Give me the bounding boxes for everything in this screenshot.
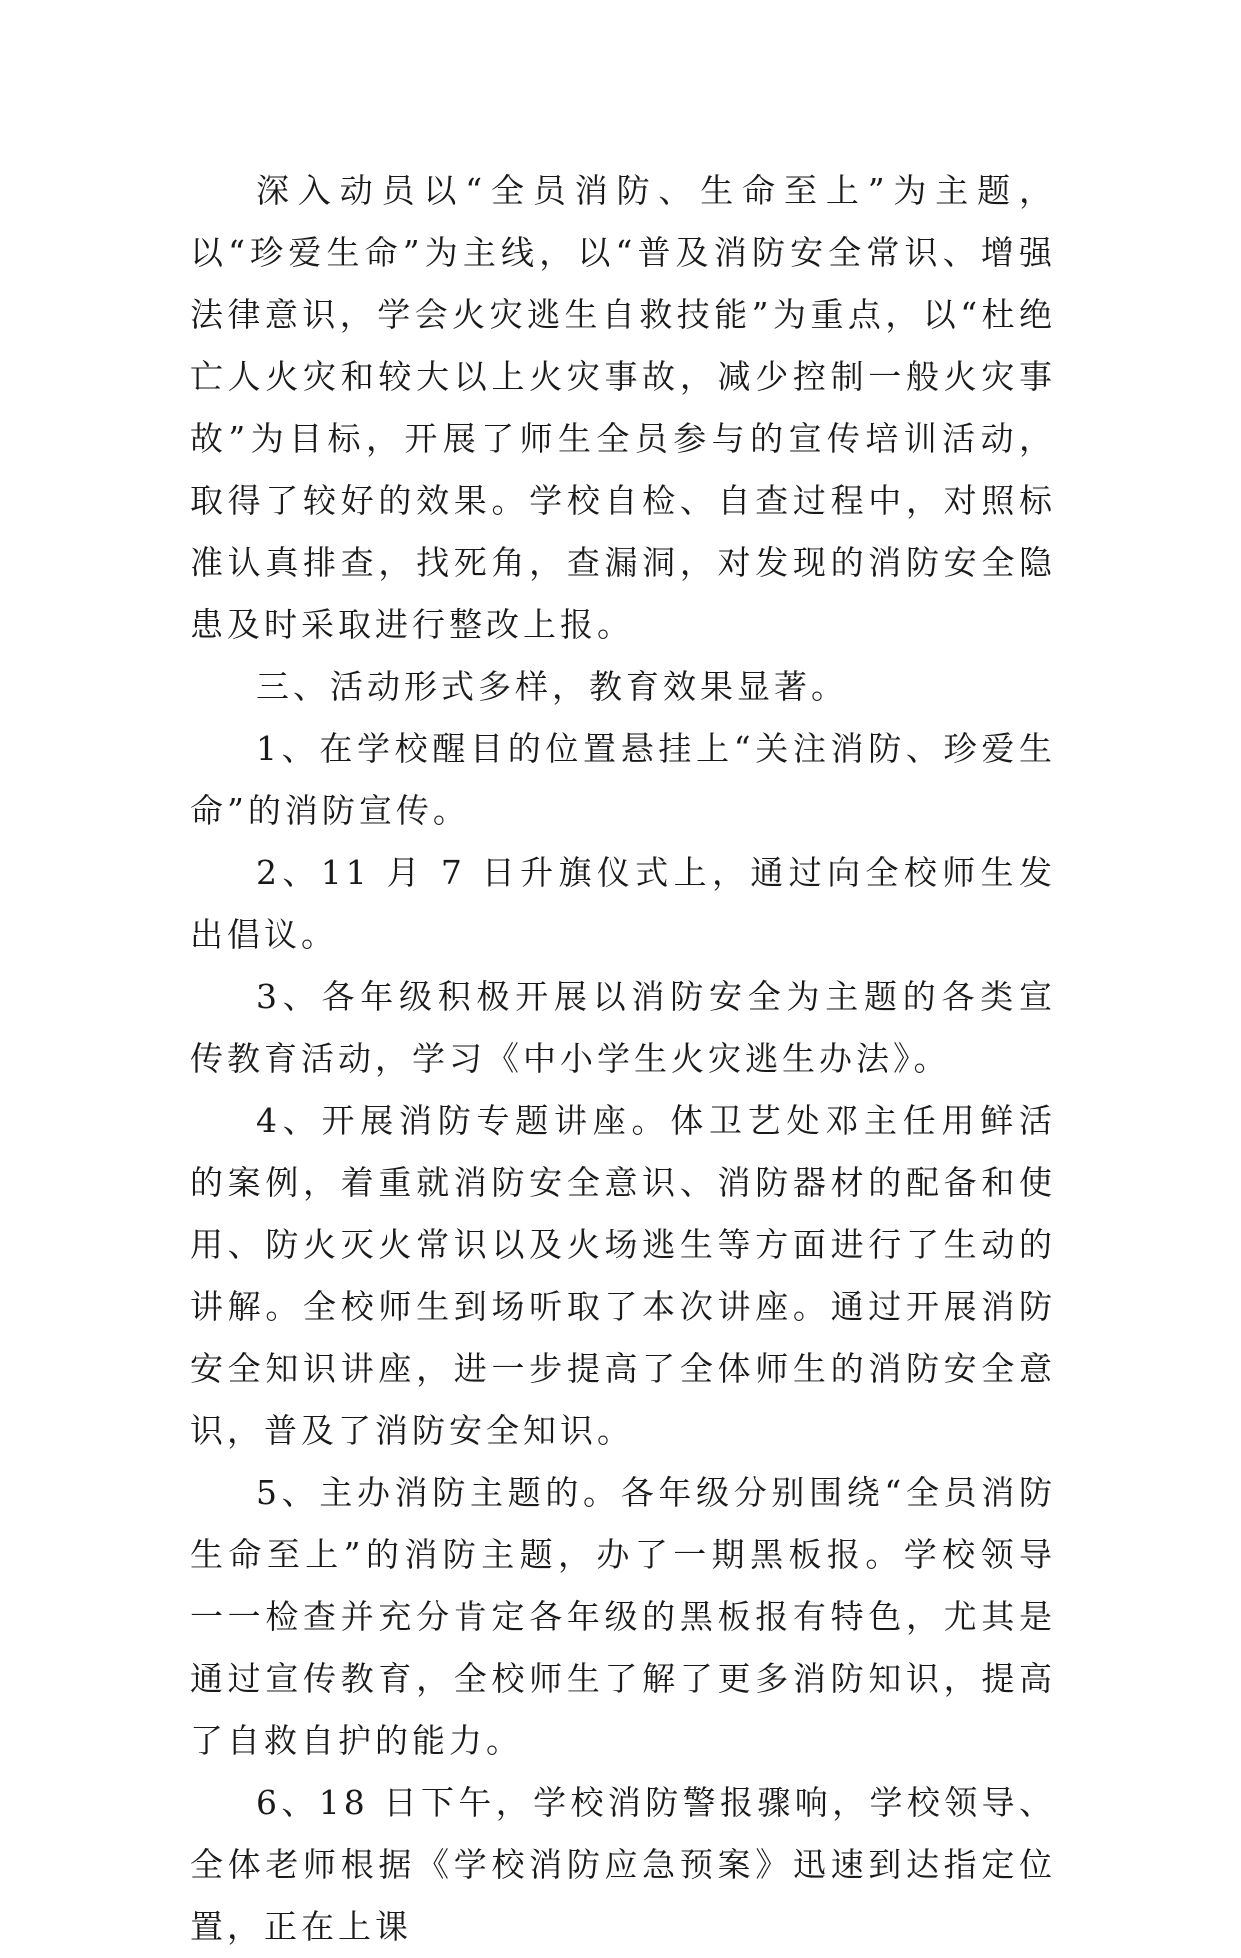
paragraph-item-6: 6、18 日下午，学校消防警报骤响，学校领导、全体老师根据《学校消防应急预案》迅速到达指定位置，正在上课 bbox=[190, 1783, 1056, 1946]
paragraph-item-3: 3、各年级积极开展以消防安全为主题的各类宣传教育活动，学习《中小学生火灾逃生办法》。 bbox=[190, 977, 1056, 1078]
paragraph-item-5: 5、主办消防主题的。各年级分别围绕“全员消防生命至上”的消防主题，办了一期黑板报。学校领导一一检查并充分肯定各年级的黑板报有特色，尤其是通过宣传教育，全校师生了解了更多消防知识，提高了自救自护的能力。 bbox=[190, 1473, 1056, 1760]
document-body bbox=[190, 160, 1056, 1958]
paragraph-item-2: 2、11 月 7 日升旗仪式上，通过向全校师生发出倡议。 bbox=[190, 853, 1056, 954]
paragraph-item-1: 1、在学校醒目的位置悬挂上“关注消防、珍爱生命”的消防宣传。 bbox=[190, 729, 1056, 830]
paragraph-mobilization: 深入动员以“全员消防、生命至上”为主题，以“珍爱生命”为主线，以“普及消防安全常识、增强法律意识，学会火灾逃生自救技能”为重点，以“杜绝亡人火灾和较大以上火灾事故，减少控制一般火灾事故”为目标，开展了师生全员参与的宣传培训活动，取得了较好的效果。学校自检、自查过程中，对照标准认真排查，找死角，查漏洞，对发现的消防安全隐患及时采取进行整改上报。 bbox=[190, 171, 1056, 644]
paragraph-item-4: 4、开展消防专题讲座。体卫艺处邓主任用鲜活的案例，着重就消防安全意识、消防器材的配备和使用、防火灭火常识以及火场逃生等方面进行了生动的讲解。全校师生到场听取了本次讲座。通过开展消防安全知识讲座，进一步提高了全体师生的消防安全意识，普及了消防安全知识。 bbox=[190, 1101, 1056, 1450]
paragraph-section-three-heading: 三、活动形式多样，教育效果显著。 bbox=[256, 667, 848, 706]
